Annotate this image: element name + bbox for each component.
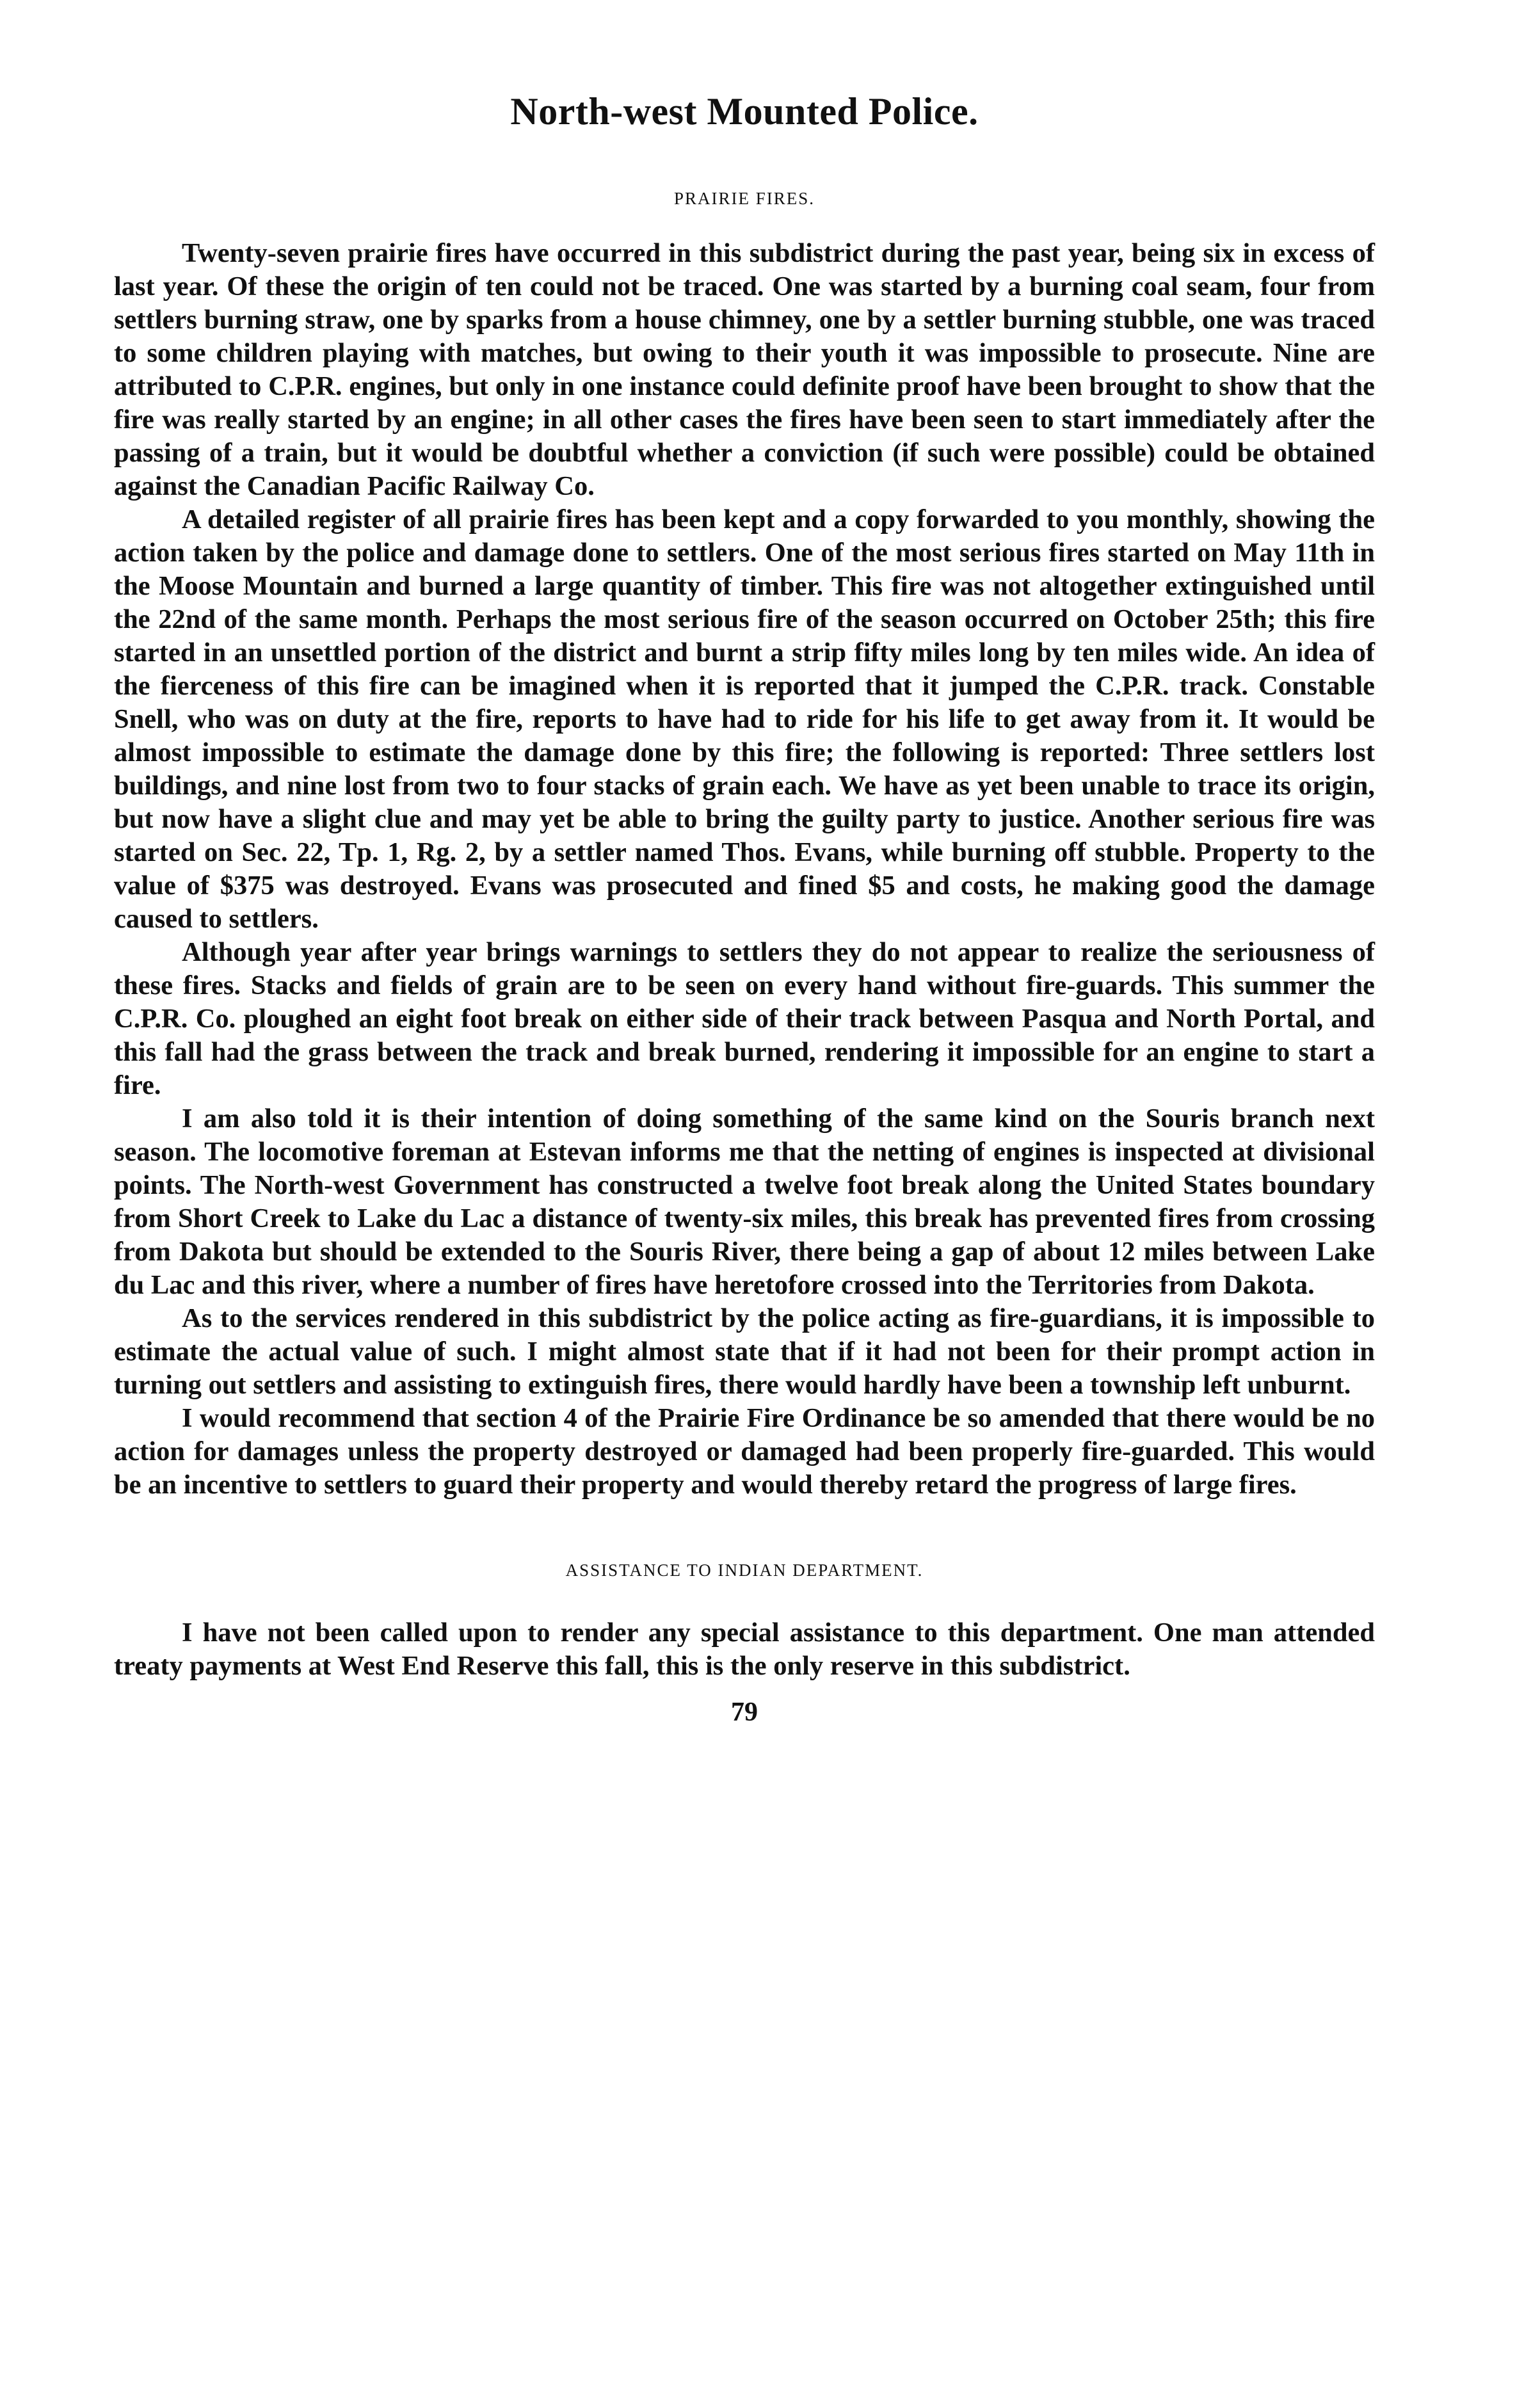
section-assistance-indian-department — [114, 1561, 1375, 1683]
page-number: 79 — [731, 1698, 758, 1727]
paragraph: I would recommend that section 4 of the Prairie Fire Ordinance be so amended that there would be no action for damages unless the property destroyed or damaged had been properly fire-guarded. This would be an incentive to settlers to guard their property and would thereby retard the progress of large fires. — [114, 1403, 1375, 1500]
paragraph: A detailed register of all prairie fires has been kept and a copy forwarded to you monthly, showing the action taken by the police and damage done to settlers. One of the most serious fires started on May 11th in the Moose Mountain and burned a large quantity of timber. This fire was not altogether extinguished until the 22nd of the same month. Perhaps the most serious fire of the season occurred on October 25th; this fire started in an unsettled portion of the district and burnt a strip fifty miles long by ten miles wide. An idea of the fierceness of this fire can be imagined when it is reported that it jumped the C.P.R. track. Constable Snell, who was on duty at the fire, reports to have had to ride for his life to get away from it. It would be almost impossible to estimate the damage done by this fire; the following is reported: Three settlers lost buildings, and nine lost from two to four stacks of grain each. We have as yet been unable to trace its origin, but now have a slight clue and may yet be able to bring the guilty party to justice. Another serious fire was started on Sec. 22, Tp. 1, Rg. 2, by a settler named Thos. Evans, while burning off stubble. Property to the value of $375 was destroyed. Evans was prosecuted and fined $5 and costs, he making good the damage caused to settlers. — [114, 504, 1375, 934]
section-heading: ASSISTANCE TO INDIAN DEPARTMENT. — [565, 1561, 924, 1580]
section-prairie-fires — [114, 189, 1375, 1502]
section-heading: PRAIRIE FIRES. — [673, 189, 815, 208]
paragraph: Twenty-seven prairie fires have occurred in this subdistrict during the past year, being six in excess of last year. Of these the origin of ten could not be traced. One was started by a burning coal seam, four from settlers burning straw, one by sparks from a house chimney, one by a settler burning stubble, one was traced to some children playing with matches, but owing to their youth it was impossible to prosecute. Nine are attributed to C.P.R. engines, but only in one instance could definite proof have been brought to show that the fire was really started by an engine; in all other cases the fires have been seen to start immediately after the passing of a train, but it would be doubtful whether a conviction (if such were possible) could be obtained against the Canadian Pacific Railway Co. — [114, 238, 1375, 501]
paragraph: I have not been called upon to render any special assistance to this department. One man attended treaty payments at West End Reserve this fall, this is the only reserve in this subdistrict. — [114, 1618, 1375, 1681]
paragraph: Although year after year brings warnings to settlers they do not appear to realize the seriousness of these fires. Stacks and fields of grain are to be seen on every hand without fire-guards. This summer the C.P.R. Co. ploughed an eight foot break on either side of their track between Pasqua and North Portal, and this fall had the grass between the track and break burned, rendering it impossible for an engine to start a fire. — [114, 937, 1375, 1100]
document-page — [114, 90, 1375, 1728]
paragraph: As to the services rendered in this subdistrict by the police acting as fire-guardians, it is impossible to estimate the actual value of such. I might almost state that if it had not been for their prompt action in turning out settlers and assisting to extinguish fires, there would hardly have been a township left unburnt. — [114, 1303, 1375, 1400]
page-title: North-west Mounted Police. — [510, 90, 979, 133]
paragraph: I am also told it is their intention of doing something of the same kind on the Souris branch next season. The locomotive foreman at Estevan informs me that the netting of engines is inspected at divisional points. The North-west Government has constructed a twelve foot break along the United States boundary from Short Creek to Lake du Lac a distance of twenty-six miles, this break has prevented fires from crossing from Dakota but should be extended to the Souris River, there being a gap of about 12 miles between Lake du Lac and this river, where a number of fires have heretofore crossed into the Territories from Dakota. — [114, 1104, 1375, 1300]
